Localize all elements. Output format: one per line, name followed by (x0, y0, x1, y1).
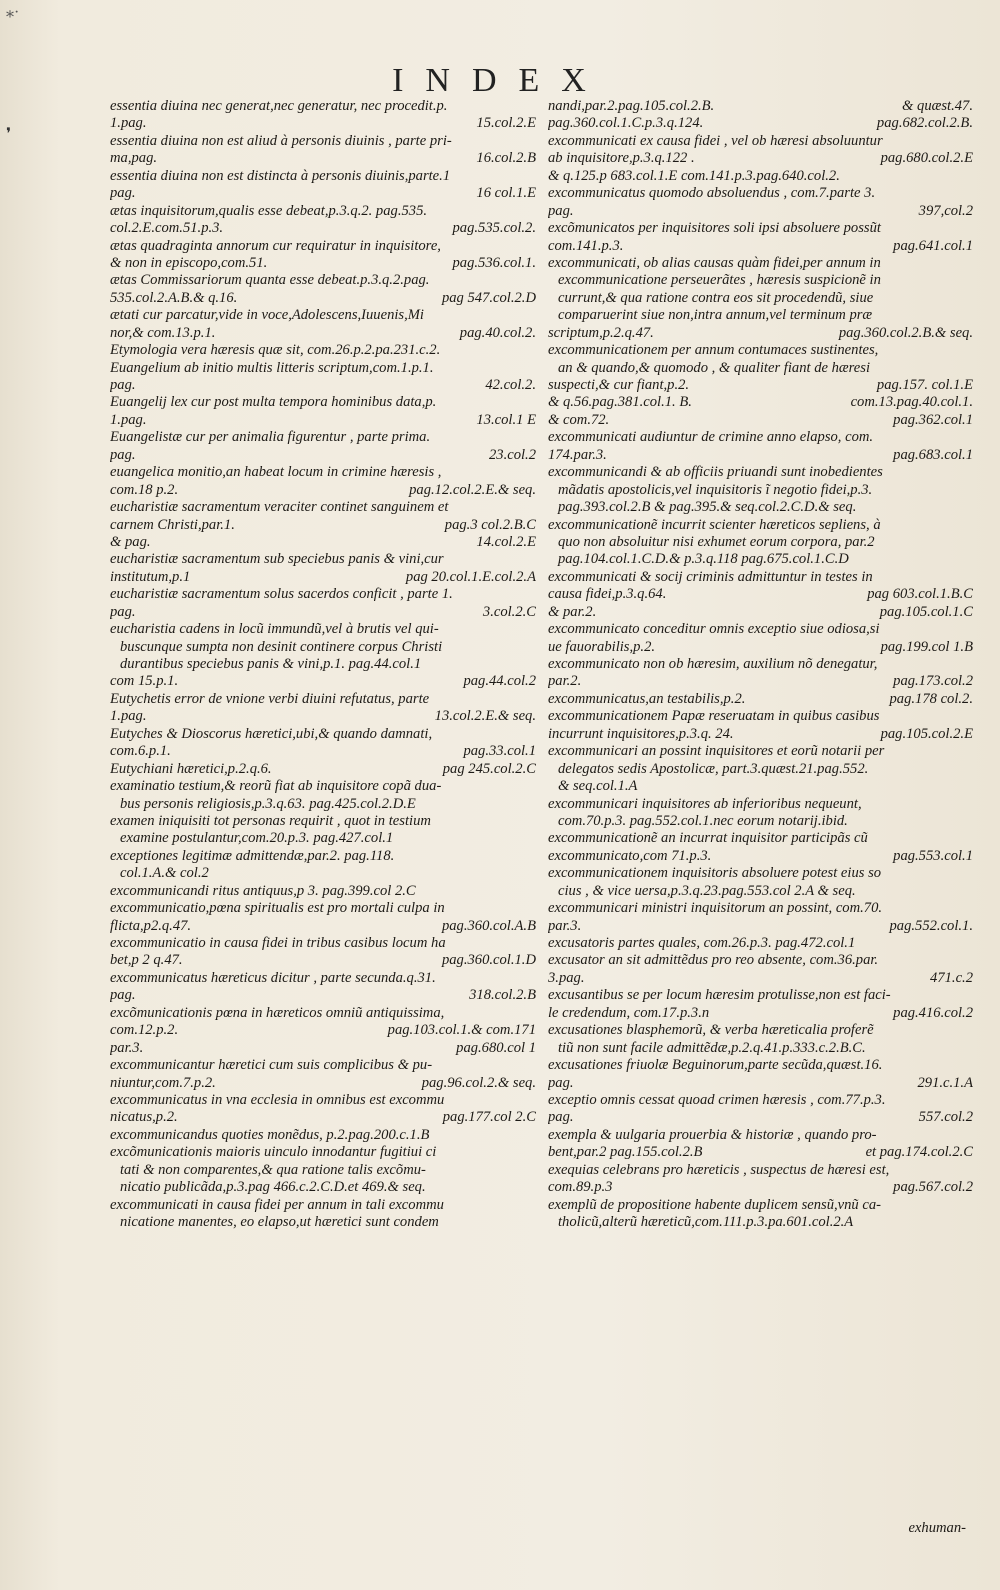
index-line: excommunicatus hæreticus dicitur , parte secunda.q.31. (110, 969, 436, 986)
index-line: excommunicati in causa fidei per annum in tali excommu (110, 1196, 444, 1213)
index-line (548, 150, 973, 167)
index-line: excommunicatus quomodo absoluendus , com.7.parte 3. (548, 185, 876, 202)
index-line: excõmunicatos per inquisitores soli ipsi absoluere possũt (548, 220, 881, 237)
index-line: exempla & uulgaria prouerbia & historiæ , quando pro- (548, 1126, 877, 1143)
index-entry-text: pag. (110, 603, 136, 620)
index-page-reference: pag.33.col.1 (463, 743, 536, 760)
index-page-reference: pag.105.col.1.C (879, 603, 973, 620)
index-line: excommunicato non ob hæresim, auxilium nõ denegatur, (548, 656, 878, 672)
index-line: excommunicati ex causa fidei , vel ob hæresi absoluuntur (548, 132, 883, 149)
right-index-column (548, 98, 973, 1231)
index-line (110, 290, 536, 307)
index-line (110, 708, 536, 725)
left-index-column (110, 98, 536, 1231)
index-line: pag.104.col.1.C.D.& p.3.q.118 pag.675.col.1.C.D (558, 551, 849, 568)
index-page-reference: pag.3 col.2.B.C (444, 516, 536, 533)
index-line (110, 673, 536, 690)
index-line: pag.393.col.2.B & pag.395.& seq.col.2.C.D.& seq. (558, 499, 857, 516)
index-line: examine postulantur,com.20.p.3. pag.427.col.1 (120, 830, 394, 847)
index-line: exequias celebrans pro hæreticis , suspectus de hæresi est, (548, 1161, 890, 1178)
index-line: essentia diuina non est distincta à personis diuinis,parte.1 (110, 167, 451, 184)
index-line: Etymologia vera hæresis quæ sit, com.26.p.2.pa.231.c.2. (110, 342, 441, 359)
index-page-reference: pag.536.col.1. (452, 254, 536, 271)
index-line (110, 1022, 536, 1039)
index-page-reference: pag.178 col.2. (889, 690, 973, 707)
index-line (548, 848, 973, 865)
index-page-reference: 13.col.1 E (476, 411, 536, 428)
index-line: examinatio testium,& reorũ fiat ab inquisitore copã dua- (110, 778, 442, 795)
index-line (110, 115, 536, 132)
index-line: excommunicandi ritus antiquus,p 3. pag.399.col 2.C (110, 882, 416, 899)
index-entry-text: Eutychiani hæretici,p.2.q.6. (110, 760, 272, 777)
index-entry-text: 174.par.3. (548, 446, 607, 463)
index-line: essentia diuina non est aliud à personis diuinis , parte pri- (110, 132, 452, 149)
index-line (110, 918, 536, 935)
index-page-reference: 16.col.2.B (476, 150, 536, 167)
index-page-reference: 318.col.2.B (469, 987, 536, 1004)
index-line: ætati cur parcatur,vide in voce,Adolescens,Iuuenis,Mi (110, 307, 424, 324)
index-line (548, 970, 973, 987)
index-line (548, 394, 973, 411)
index-entry-text: & q.56.pag.381.col.1. B. (548, 394, 692, 411)
index-line (548, 447, 973, 464)
index-line: excusator an sit admittẽdus pro reo absente, com.36.par. (548, 952, 879, 969)
index-line: exceptiones legitimæ admittendæ,par.2. pag.118. (110, 847, 395, 864)
index-line: durantibus speciebus panis & vini,p.1. pag.44.col.1 (120, 656, 422, 672)
running-head: INDEX (392, 62, 608, 99)
index-line: Euangelij lex cur post multa tempora hominibus data,p. (110, 394, 437, 411)
index-line: excusationes blasphemorũ, & verba hæreticalia proferẽ (548, 1022, 874, 1039)
index-line: ætas quadraginta annorum cur requiratur in inquisitore, (110, 237, 441, 254)
index-line: excõmunicationis pœna in hæreticos omniũ antiquissima, (110, 1004, 445, 1021)
index-entry-text: ab inquisitore,p.3.q.122 . (548, 150, 695, 167)
index-line: excommunicatio,pœna spiritualis est pro mortali culpa in (110, 900, 445, 917)
index-line (110, 604, 536, 621)
index-line (548, 726, 973, 743)
index-line (548, 203, 973, 220)
index-line: excommunicandus quoties monẽdus, p.2.pag.200.c.1.B (110, 1126, 430, 1143)
index-entry-text: 535.col.2.A.B.& q.16. (110, 289, 238, 306)
index-line: examen iniquisiti tot personas requirit , quot in testium (110, 812, 431, 829)
index-page-reference: 14.col.2.E (476, 533, 536, 550)
index-line (110, 447, 536, 464)
index-line: excommunicari an possint inquisitores et eorũ notarii per (548, 743, 885, 760)
index-entry-text: par.3. (548, 917, 582, 934)
index-entry-text: bet,p 2 q.47. (110, 952, 183, 969)
index-page-reference: pag 20.col.1.E.col.2.A (405, 568, 536, 585)
index-page-reference: pag.105.col.2.E (880, 725, 973, 742)
index-line (110, 534, 536, 551)
index-entry-text: nicatus,p.2. (110, 1109, 178, 1126)
index-entry-text: pag. (110, 377, 136, 393)
index-entry-text: com 15.p.1. (110, 673, 179, 690)
index-line: eucharistiæ sacramentum sub speciebus panis & vini,cur (110, 551, 444, 568)
index-line: excommunicati, ob alias causas quàm fidei,per annum in (548, 254, 881, 271)
index-line (548, 691, 973, 708)
index-line (548, 412, 973, 429)
index-page-reference: 557.col.2 (918, 1109, 973, 1126)
catchword: exhuman- (908, 1520, 966, 1536)
index-page-reference: & quæst.47. (902, 98, 973, 114)
index-line (548, 98, 973, 115)
index-line (110, 1075, 536, 1092)
index-line: tiũ non sunt facile admittẽdæ,p.2.q.41.p.333.c.2.B.C. (558, 1039, 866, 1056)
index-line (110, 761, 536, 778)
index-entry-text: com.18 p.2. (110, 481, 179, 498)
index-page-reference: pag.360.col.1.D (441, 952, 536, 969)
index-line (548, 377, 973, 394)
index-page-reference: pag.416.col.2 (893, 1004, 973, 1021)
index-line: tati & non comparentes,& qua ratione talis excõmu- (120, 1161, 426, 1178)
index-page-reference: pag.173.col.2 (893, 673, 973, 690)
index-page-reference: pag.682.col.2.B. (876, 115, 973, 132)
index-line: & seq.col.1.A (558, 778, 638, 795)
index-page-reference: 397,col.2 (918, 202, 973, 219)
index-line (548, 604, 973, 621)
index-line (110, 517, 536, 534)
index-entry-text: carnem Christi,par.1. (110, 516, 235, 533)
index-line: excommunicationem per annum contumaces sustinentes, (548, 342, 879, 359)
index-entry-text: pag. (110, 987, 136, 1004)
index-line (548, 918, 973, 935)
index-line (110, 482, 536, 499)
index-entry-text: com.6.p.1. (110, 743, 171, 760)
index-entry-text: pag. (548, 202, 574, 219)
index-line: excommunicantur hæretici cum suis complicibus & pu- (110, 1057, 433, 1074)
index-entry-text: & par.2. (548, 603, 597, 620)
index-entry-text: com.141.p.3. (548, 237, 624, 254)
index-line: excommunicati & socij criminis admittuntur in testes in (548, 568, 873, 585)
index-line: excusantibus se per locum hæresim protulisse,non est faci- (548, 987, 891, 1004)
index-line: com.70.p.3. pag.552.col.1.nec eorum notarij.ibid. (558, 812, 848, 829)
index-page-reference: pag.680.col.2.E (880, 150, 973, 167)
index-entry-text: causa fidei,p.3.q.64. (548, 586, 667, 603)
index-line: excommunicati audiuntur de crimine anno elapso, com. (548, 429, 874, 446)
index-entry-text: excommunicato,com 71.p.3. (548, 847, 712, 864)
index-entry-text: & non in episcopo,com.51. (110, 254, 268, 271)
index-entry-text: ma,pag. (110, 150, 158, 167)
index-line: cius , & vice uersa,p.3.q.23.pag.553.col 2.A & seq. (558, 882, 856, 899)
index-page-reference: pag.360.col.A.B (441, 917, 536, 934)
index-page-reference: pag.44.col.2 (463, 673, 536, 690)
index-line (548, 1179, 973, 1196)
index-line (110, 220, 536, 237)
index-entry-text: bent,par.2 pag.155.col.2.B (548, 1144, 703, 1161)
index-page-reference: pag 603.col.1.B.C (867, 586, 973, 603)
index-line: Euangelistæ cur per animalia figurentur , parte prima. (110, 429, 431, 446)
index-entry-text: pag. (548, 1074, 574, 1091)
index-page-reference: 471.c.2 (930, 969, 973, 986)
index-line: excommunicatus in vna ecclesia in omnibus est excommu (110, 1091, 445, 1108)
index-line (548, 1144, 973, 1161)
index-page-reference: pag.360.col.2.B.& seq. (838, 324, 973, 341)
index-entry-text: scriptum,p.2.q.47. (548, 324, 654, 341)
index-page-reference: pag.641.col.1 (893, 237, 973, 254)
index-entry-text: com.89.p.3 (548, 1179, 613, 1196)
ink-blot-mark: ⁎· (6, 4, 20, 21)
index-line: nicatio publicãda,p.3.pag 466.c.2.C.D.et 469.& seq. (120, 1179, 426, 1196)
index-page-reference: pag.157. col.1.E (876, 377, 973, 393)
index-line (110, 1040, 536, 1057)
index-entry-text: 3.pag. (548, 969, 585, 986)
index-line: tholicũ,alterũ hæreticũ,com.111.p.3.pa.601.col.2.A (558, 1214, 854, 1230)
index-page-reference: pag 245.col.2.C (442, 760, 536, 777)
index-entry-text: flicta,p2.q.47. (110, 917, 192, 934)
index-line (110, 987, 536, 1004)
index-line (110, 743, 536, 760)
index-page-reference: 16 col.1.E (476, 185, 536, 202)
index-line (548, 238, 973, 255)
index-entry-text: com.12.p.2. (110, 1022, 179, 1039)
index-line: essentia diuina nec generat,nec generatur, nec procedit.p. (110, 98, 448, 114)
index-line: mãdatis apostolicis,vel inquisitoris ĩ negotio fidei,p.3. (558, 481, 873, 498)
index-line (110, 569, 536, 586)
index-page-reference: pag.362.col.1 (893, 411, 973, 428)
index-line: excommunicatione perseuerãtes , hæresis suspicionẽ in (558, 272, 881, 289)
index-entry-text: & pag. (110, 533, 151, 550)
index-page-reference: 23.col.2 (488, 446, 536, 463)
index-line (548, 1005, 973, 1022)
index-line (110, 412, 536, 429)
index-entry-text: pag. (110, 446, 136, 463)
index-line (110, 255, 536, 272)
index-page-reference: pag 547.col.2.D (441, 289, 536, 306)
index-line: comparuerint siue non,intra annum,vel terminum præ (558, 307, 873, 324)
index-line: excommunicationem inquisitoris absoluere potest eius so (548, 865, 882, 882)
index-entry-text: incurrunt inquisitores,p.3.q. 24. (548, 725, 734, 742)
index-line: excusatoris partes quales, com.26.p.3. pag.472.col.1 (548, 935, 856, 951)
index-entry-text: 1.pag. (110, 708, 147, 725)
index-page-reference: pag.535.col.2. (452, 220, 536, 237)
index-entry-text: & com.72. (548, 411, 610, 428)
index-line (548, 673, 973, 690)
margin-ink-mark: ❜ (6, 126, 12, 143)
index-line: quo non absoluitur nisi exhumet eorum corpora, par.2 (558, 533, 875, 550)
index-line: excommunicari ministri inquisitorum an possint, com.70. (548, 900, 883, 917)
index-page-reference: pag.567.col.2 (893, 1179, 973, 1196)
index-page-reference: com.13.pag.40.col.1. (850, 394, 973, 411)
index-entry-text: excommunicatus,an testabilis,p.2. (548, 690, 746, 707)
index-entry-text: pag. (110, 185, 136, 202)
index-page-reference: pag.199.col 1.B (880, 638, 973, 655)
index-line (110, 185, 536, 202)
index-line (548, 586, 973, 603)
index-page-reference: 42.col.2. (485, 377, 536, 393)
index-line: Euangelium ab initio multis litteris scriptum,com.1.p.1. (110, 359, 434, 376)
index-line: delegatos sedis Apostolicæ, part.3.quæst.21.pag.552. (558, 760, 869, 777)
index-line: excommunicari inquisitores ab inferioribus nequeunt, (548, 795, 862, 812)
index-entry-text: le credendum, com.17.p.3.n (548, 1004, 710, 1021)
index-page-reference: pag.553.col.1 (893, 847, 973, 864)
index-page-reference: 13.col.2.E.& seq. (434, 708, 536, 725)
index-entry-text: pag.360.col.1.C.p.3.q.124. (548, 115, 704, 132)
index-line: ætas Commissariorum quanta esse debeat.p.3.q.2.pag. (110, 272, 430, 289)
index-line (548, 115, 973, 132)
index-page-reference: pag.552.col.1. (889, 917, 973, 934)
index-line: an & quando,& quomodo , & qualiter fiant de hæresi (558, 359, 871, 376)
index-entry-text: par.3. (110, 1039, 144, 1056)
index-entry-text: nor,& com.13.p.1. (110, 324, 216, 341)
index-line: & q.125.p 683.col.1.E com.141.p.3.pag.640.col.2. (548, 167, 840, 184)
index-line: currunt,& qua ratione contra eos sit procedendũ, siue (558, 289, 874, 306)
index-line: ætas inquisitorum,qualis esse debeat,p.3.q.2. pag.535. (110, 202, 428, 219)
index-line (110, 952, 536, 969)
index-line (110, 377, 536, 394)
index-line (548, 1075, 973, 1092)
index-page-reference: pag.177.col 2.C (442, 1109, 536, 1126)
index-entry-text: nandi,par.2.pag.105.col.2.B. (548, 98, 715, 114)
index-entry-text: 1.pag. (110, 115, 147, 132)
index-line: excommunicationem Papæ reseruatam in quibus casibus (548, 708, 880, 725)
index-page-reference: pag.96.col.2.& seq. (421, 1074, 536, 1091)
index-page-reference: pag.680.col 1 (456, 1039, 536, 1056)
index-line (548, 639, 973, 656)
index-line: Eutyches & Dioscorus hæretici,ubi,& quando damnati, (110, 725, 433, 742)
index-page-reference: 291.c.1.A (917, 1074, 973, 1091)
index-page-reference: pag.683.col.1 (893, 446, 973, 463)
index-entry-text: par.2. (548, 673, 582, 690)
index-page-reference: pag.12.col.2.E.& seq. (409, 481, 536, 498)
index-line (110, 325, 536, 342)
index-line (110, 1109, 536, 1126)
index-line: Eutychetis error de vnione verbi diuini refutatus, parte (110, 690, 430, 707)
index-line: excommunicationẽ incurrit scienter hæreticos sepliens, à (548, 516, 881, 533)
index-page-reference: 15.col.2.E (476, 115, 536, 132)
index-line: excommunicandi & ab officiis priuandi sunt inobedientes (548, 464, 883, 481)
index-line: excõmunicationis maioris uinculo innodantur fugitiui ci (110, 1144, 437, 1161)
index-line (548, 1109, 973, 1126)
index-line (110, 150, 536, 167)
index-page-reference: et pag.174.col.2.C (865, 1144, 973, 1161)
index-line: eucharistiæ sacramentum solus sacerdos conficit , parte 1. (110, 586, 453, 603)
index-line: bus personis religiosis,p.3.q.63. pag.425.col.2.D.E (120, 795, 416, 812)
index-line: exceptio omnis cessat quoad crimen hæresis , com.77.p.3. (548, 1091, 886, 1108)
index-entry-text: 1.pag. (110, 411, 147, 428)
index-line: excommunicato conceditur omnis exceptio siue odiosa,si (548, 621, 880, 638)
index-entry-text: ue fauorabilis,p.2. (548, 638, 656, 655)
index-entry-text: col.2.E.com.51.p.3. (110, 220, 224, 237)
index-line: col.1.A.& col.2 (120, 865, 209, 882)
index-line (548, 325, 973, 342)
index-line: eucharistia cadens in locũ immundũ,vel à brutis vel qui- (110, 621, 439, 638)
index-entry-text: niuntur,com.7.p.2. (110, 1074, 216, 1091)
index-line: excommunicationẽ an incurrat inquisitor participãs cũ (548, 830, 868, 847)
index-entry-text: suspecti,& cur fiant,p.2. (548, 377, 690, 393)
index-entry-text: institutum,p.1 (110, 568, 191, 585)
index-page-reference: 3.col.2.C (482, 603, 536, 620)
index-line: exemplũ de propositione habente duplicem sensũ,vnũ ca- (548, 1196, 881, 1213)
index-entry-text: pag. (548, 1109, 574, 1126)
index-line: excusationes friuolæ Beguinorum,parte secũda,quæst.16. (548, 1057, 883, 1074)
index-line: excommunicatio in causa fidei in tribus casibus locum ha (110, 935, 446, 951)
index-line: eucharistiæ sacramentum veraciter continet sanguinem et (110, 499, 449, 516)
index-line: euangelica monitio,an habeat locum in crimine hæresis , (110, 464, 442, 481)
index-page-reference: pag.40.col.2. (459, 324, 536, 341)
index-page-reference: pag.103.col.1.& com.171 (387, 1022, 536, 1039)
index-line: buscunque sumpta non desinit continere corpus Christi (120, 638, 443, 655)
index-line: nicatione manentes, eo elapso,ut hæretici sunt condem (120, 1214, 439, 1230)
